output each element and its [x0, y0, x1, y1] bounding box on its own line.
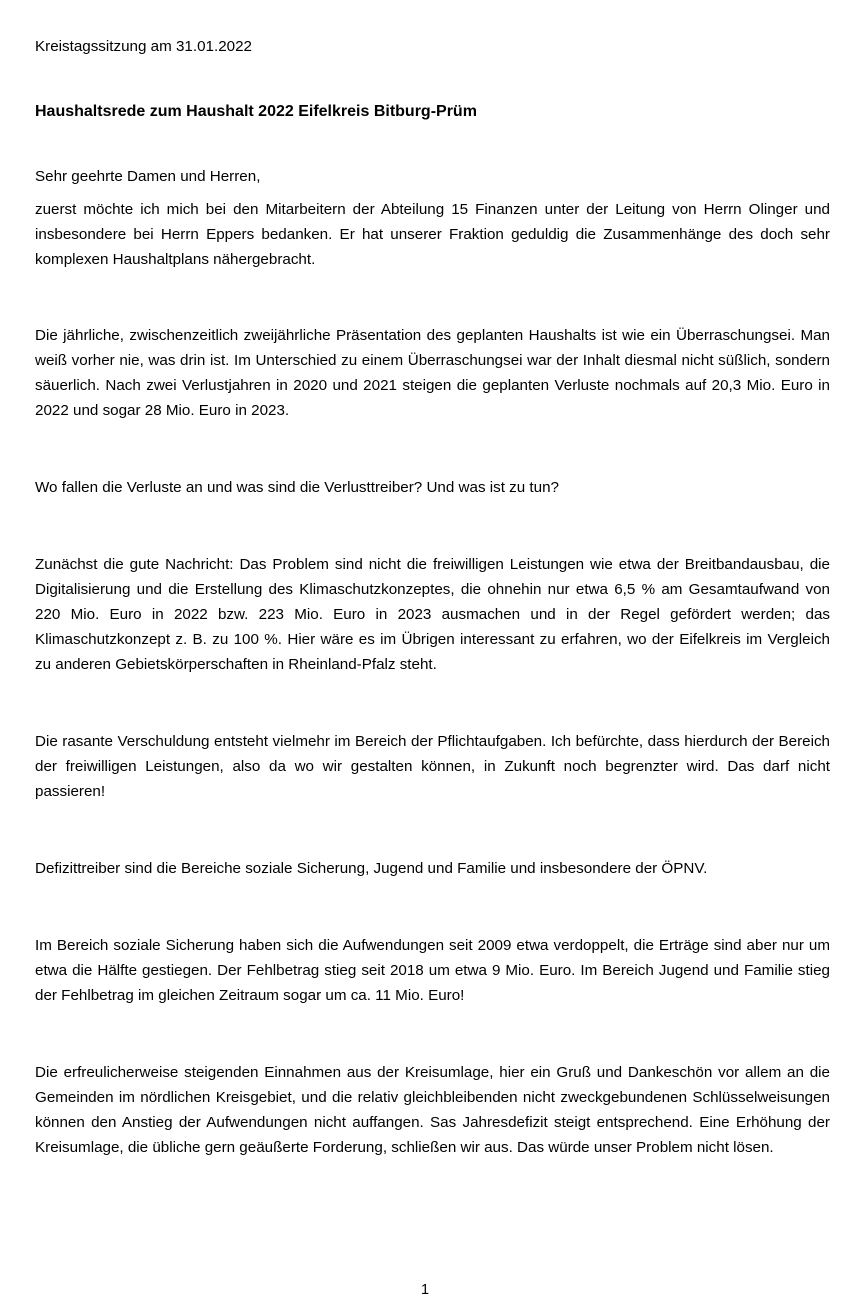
- paragraph-voluntary-services: Zunächst die gute Nachricht: Das Problem sind nicht die freiwilligen Leistungen wie etwa der Breitbandausbau, die Digitalisierung und die Erstellung des Klimaschutzkonzeptes, die ohnehin nur etwa 6,5 % am Gesamtaufwand von 220 Mio. Euro in 2022 bzw. 223 Mio. Euro in 2023 ausmachen und in der Regel gefördert werden; das Klimaschutzkonzept z. B. zu 100 %. Hier wäre es im Übrigen interessant zu erfahren, wo der Eifelkreis im Vergleich zu anderen Gebietskörperschaften in Rheinland-Pfalz steht.: [35, 556, 830, 673]
- paragraph-district-levy: Die erfreulicherweise steigenden Einnahmen aus der Kreisumlage, hier ein Gruß und Dankeschön vor allem an die Gemeinden im nördlichen Kreisgebiet, und die relativ gleichbleibenden nicht zweckgebundenen Schlüsselweisungen können den Anstieg der Aufwendungen nicht auffangen. Sas Jahresdefizit steigt entsprechend. Eine Erhöhung der Kreisumlage, die übliche gern geäußerte Forderung, schließen wir aus. Das würde unser Problem nicht lösen.: [35, 1064, 830, 1156]
- paragraph-social-security: Im Bereich soziale Sicherung haben sich die Aufwendungen seit 2009 etwa verdoppelt, die Erträge sind aber nur um etwa die Hälfte gestiegen. Der Fehlbetrag stieg seit 2018 um etwa 9 Mio. Euro. Im Bereich Jugend und Familie stieg der Fehlbetrag im gleichen Zeitraum sogar um ca. 11 Mio. Euro!: [35, 937, 830, 1004]
- meeting-date-header: Kreistagssitzung am 31.01.2022: [35, 38, 252, 55]
- paragraph-surprise-egg: Die jährliche, zwischenzeitlich zweijährliche Präsentation des geplanten Haushalts ist wie ein Überraschungsei. Man weiß vorher nie, was drin ist. Im Unterschied zu einem Überraschungsei war der Inhalt diesmal nicht süßlich, sondern säuerlich. Nach zwei Verlustjahren in 2020 und 2021 steigen die geplanten Verluste nochmals auf 20,3 Mio. Euro in 2022 und sogar 28 Mio. Euro in 2023.: [35, 327, 830, 419]
- paragraph-thanks: zuerst möchte ich mich bei den Mitarbeitern der Abteilung 15 Finanzen unter der Leitung von Herrn Olinger und insbesondere bei Herrn Eppers bedanken. Er hat unserer Fraktion geduldig die Zusammenhänge des doch sehr komplexen Haushaltplans nähergebracht.: [35, 201, 830, 268]
- page-number: 1: [420, 1282, 430, 1298]
- paragraph-deficit-drivers: Defizittreiber sind die Bereiche soziale Sicherung, Jugend und Familie und insbesondere der ÖPNV.: [35, 860, 708, 877]
- document-body: [35, 34, 830, 1160]
- document-title: Haushaltsrede zum Haushalt 2022 Eifelkreis Bitburg-Prüm: [35, 103, 477, 120]
- paragraph-questions: Wo fallen die Verluste an und was sind die Verlusttreiber? Und was ist zu tun?: [35, 479, 559, 496]
- paragraph-mandatory-tasks: Die rasante Verschuldung entsteht vielmehr im Bereich der Pflichtaufgaben. Ich befürchte, dass hierdurch der Bereich der freiwilligen Leistungen, also da wo wir gestalten können, in Zukunft noch begrenzter wird. Das darf nicht passieren!: [35, 733, 830, 800]
- salutation: Sehr geehrte Damen und Herren,: [35, 168, 261, 185]
